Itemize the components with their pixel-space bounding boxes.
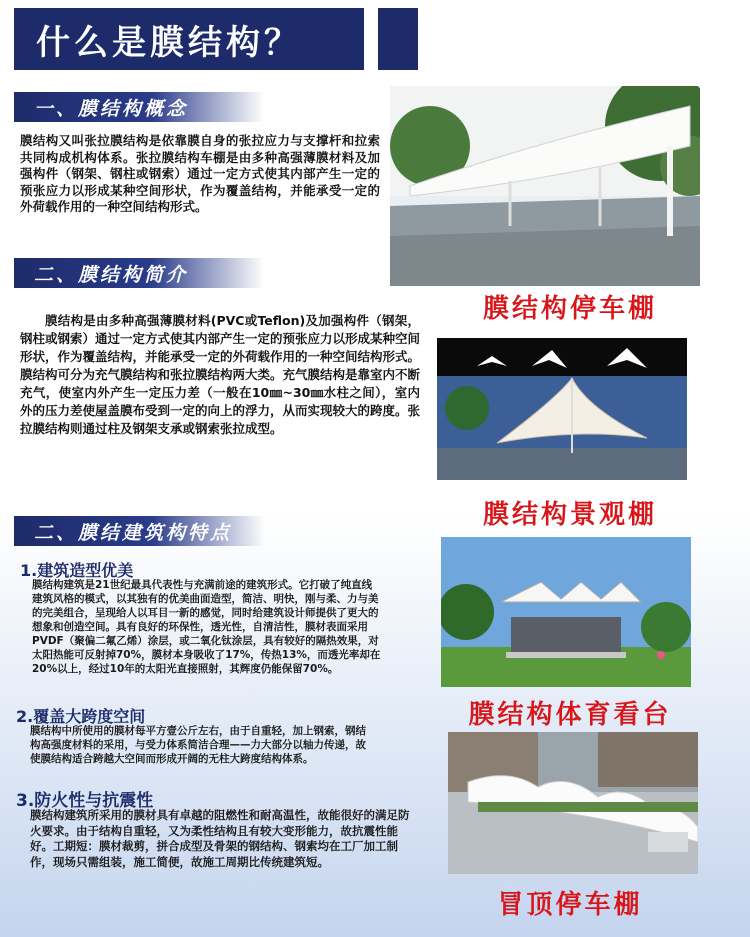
landscape-canopy-photo — [437, 338, 687, 480]
caption-cap-roof: 冒顶停车棚 — [497, 890, 643, 920]
caption-landscape: 膜结构景观棚 — [482, 500, 657, 530]
caption-stadium: 膜结构体育看台 — [468, 700, 672, 730]
cap-roof-carport-photo — [448, 732, 698, 874]
feature-text-3: 膜结构建筑所采用的膜材具有卓越的阻燃性和耐高温性，故能很好的满足防火要求。由于结构自重轻，又为柔性结构且有较大变形能力，故抗震性能好。工期短：膜材裁剪，拼合成型及骨架的钢结构、钢索均在工厂加工制作，现场只需组装，施工简便，故施工周期比传统建筑短。 — [30, 808, 410, 869]
section-heading-concept: 一、膜结构概念 — [14, 92, 264, 122]
caption-carport: 膜结构停车棚 — [482, 294, 657, 324]
section-heading-features: 二、膜结建筑构特点 — [14, 516, 264, 546]
section-heading-intro: 二、膜结构简介 — [14, 258, 264, 288]
feature-text-2: 膜结构中所使用的膜材每平方壹公斤左右，由于自重轻，加上钢索，钢结构高强度材料的采用，与受力体系简洁合理——力大部分以轴力传递，故使膜结构适合跨越大空间而形成开阔的无柱大跨度结构体系。 — [30, 725, 366, 765]
stadium-stand-photo — [441, 537, 691, 687]
title-decoration — [378, 8, 418, 70]
feature-title-2: 2.覆盖大跨度空间 — [16, 707, 146, 726]
intro-text: 膜结构是由多种高强薄膜材料(PVC或Teflon)及加强构件（钢架，钢柱或钢索）通过一定方式使其内部产生一定的预张应力以形成某种空间形状，作为覆盖结构，并能承受一定的外荷载作用的一种空间结构形式。膜结构可分为充气膜结构和张拉膜结构两大类。充气膜结构是靠室内不断充气，使室内外产生一定压力差（一般在10㎜~30㎜水柱之间），室内外的压力差使屋盖膜布受到一定的向上的浮力，从而实现较大的跨度。张拉膜结构则通过柱及钢架支承或钢索张拉成型。 — [20, 313, 421, 436]
carport-photo — [390, 86, 700, 286]
page-title-bar — [14, 8, 364, 70]
feature-title-3: 3.防火性与抗震性 — [16, 791, 154, 811]
feature-text-1: 膜结构建筑是21世纪最具代表性与充满前途的建筑形式。它打破了纯直线建筑风格的模式，以其独有的优美曲面造型，简洁、明快，刚与柔、力与美的完美组合，呈现给人以耳目一新的感觉，同时给建筑设计师提供了更大的想象和创造空间。具有良好的环保性，透光性，自清洁性，膜材表面采用PVDF（聚偏二氟乙烯）涂层，或二氧化钛涂层，具有较好的隔热效果，对太阳热能可反射掉70%，膜材本身吸收了17%，传热13%，而透光率却在20%以上，经过10年的太阳光直接照射，其辉度仍能保留70%。 — [32, 579, 381, 675]
feature-title-1: 1.建筑造型优美 — [20, 561, 134, 580]
page-title: 什么是膜结构？ — [36, 22, 302, 63]
concept-text: 膜结构又叫张拉膜结构是依靠膜自身的张拉应力与支撑杆和拉索共同构成机构体系。张拉膜结构车棚是由多种高强薄膜材料及加强构件（钢架、钢柱或钢索）通过一定方式使其内部产生一定的预张应力以形成某种空间形状，作为覆盖结构，并能承受一定的外荷载作用的一种空间结构形式。 — [20, 133, 380, 214]
